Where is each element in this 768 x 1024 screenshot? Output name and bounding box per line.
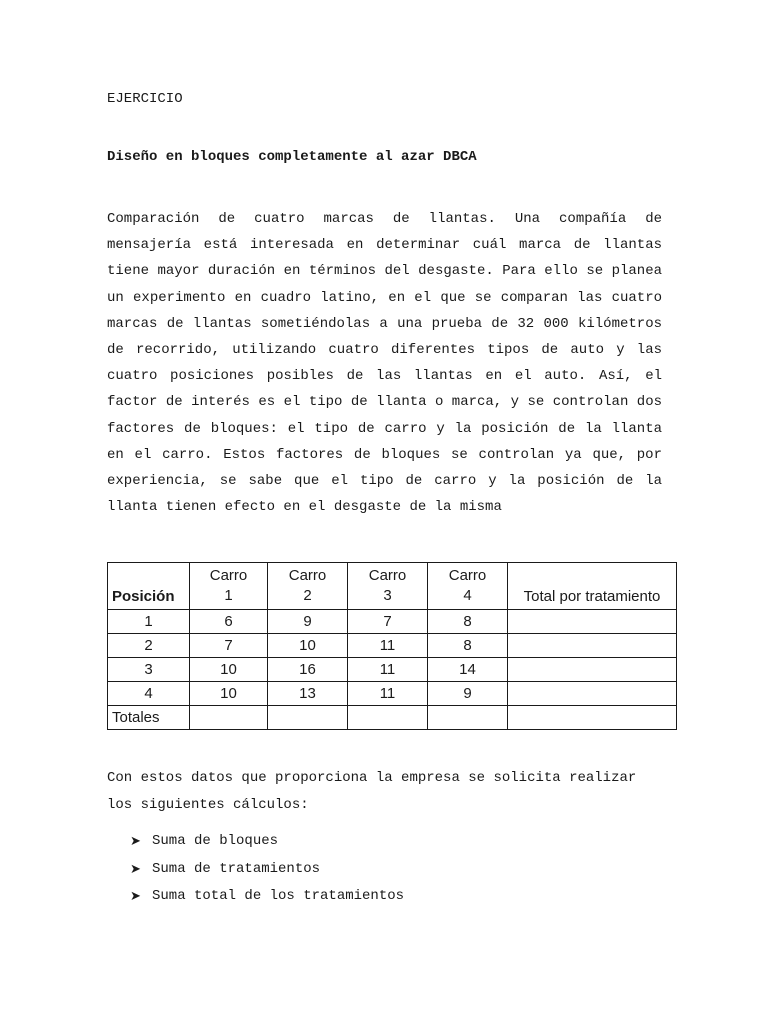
table-row <box>108 682 677 706</box>
row-label: 3 <box>108 658 190 682</box>
table-cell: 9 <box>428 682 508 706</box>
problem-statement: Comparación de cuatro marcas de llantas. Una compañía de mensajería está interesada en determinar cuál marca de llantas tiene mayor duración en términos del desgaste. Para ello se planea un experimento en cuadro latino, en el que se comparan las cuatro marcas de llantas sometiéndolas a una prueba de 32 000 kilómetros de recorrido, utilizando cuatro diferentes tipos de auto y las cuatro posiciones posibles de las llantas en el auto. Así, el factor de interés es el tipo de llanta o marca, y se controlan dos factores de bloques: el tipo de carro y la posición de la llanta en el carro. Estos factores de bloques se controlan ya que, por experiencia, se sabe que el tipo de carro y la posición de la llanta tienen efecto en el desgaste de la misma <box>107 211 662 516</box>
row-label: 2 <box>108 634 190 658</box>
list-item-label: Suma de bloques <box>152 833 279 849</box>
header-posicion: Posición <box>108 563 190 610</box>
calculations-list <box>130 828 404 911</box>
row-total-cell <box>508 634 677 658</box>
totales-label: Totales <box>108 706 190 730</box>
list-item <box>130 856 404 884</box>
table-cell: 10 <box>190 682 268 706</box>
header-total-por-tratamiento: Total por tratamiento <box>508 563 677 610</box>
table-cell: 10 <box>268 634 348 658</box>
total-cell <box>268 706 348 730</box>
row-label: 4 <box>108 682 190 706</box>
table-header-row <box>108 563 677 610</box>
header-carro-2: Carro 2 <box>268 563 348 610</box>
row-total-cell <box>508 610 677 634</box>
header-carro-3: Carro 3 <box>348 563 428 610</box>
total-cell <box>190 706 268 730</box>
table-cell: 8 <box>428 610 508 634</box>
table-cell: 11 <box>348 682 428 706</box>
arrow-bullet-icon: ➤ <box>130 861 141 877</box>
grand-total-cell <box>508 706 677 730</box>
table-cell: 14 <box>428 658 508 682</box>
header-carro-4: Carro 4 <box>428 563 508 610</box>
header-carro-1: Carro 1 <box>190 563 268 610</box>
exercise-title: Diseño en bloques completamente al azar DBCA <box>107 149 477 165</box>
table-cell: 13 <box>268 682 348 706</box>
table-cell: 16 <box>268 658 348 682</box>
table-row <box>108 658 677 682</box>
instructions-text: Con estos datos que proporciona la empresa se solicita realizar los siguientes cálculos: <box>107 770 637 813</box>
table-cell: 7 <box>190 634 268 658</box>
data-table <box>107 562 677 730</box>
list-item-label: Suma de tratamientos <box>152 860 321 877</box>
table-cell: 11 <box>348 658 428 682</box>
arrow-bullet-icon: ➤ <box>130 889 141 904</box>
table-cell: 8 <box>428 634 508 658</box>
row-total-cell <box>508 658 677 682</box>
list-item-label: Suma total de los tratamientos <box>152 888 405 904</box>
page-heading: EJERCICIO <box>107 91 183 107</box>
table-row <box>108 634 677 658</box>
table-cell: 9 <box>268 610 348 634</box>
table-cell: 6 <box>190 610 268 634</box>
list-item <box>130 828 404 856</box>
totales-row <box>108 706 677 730</box>
row-total-cell <box>508 682 677 706</box>
table-cell: 11 <box>348 634 428 658</box>
table-cell: 7 <box>348 610 428 634</box>
table-row <box>108 610 677 634</box>
row-label: 1 <box>108 610 190 634</box>
list-item <box>130 883 404 911</box>
total-cell <box>428 706 508 730</box>
table-cell: 10 <box>190 658 268 682</box>
total-cell <box>348 706 428 730</box>
arrow-bullet-icon: ➤ <box>130 834 141 849</box>
